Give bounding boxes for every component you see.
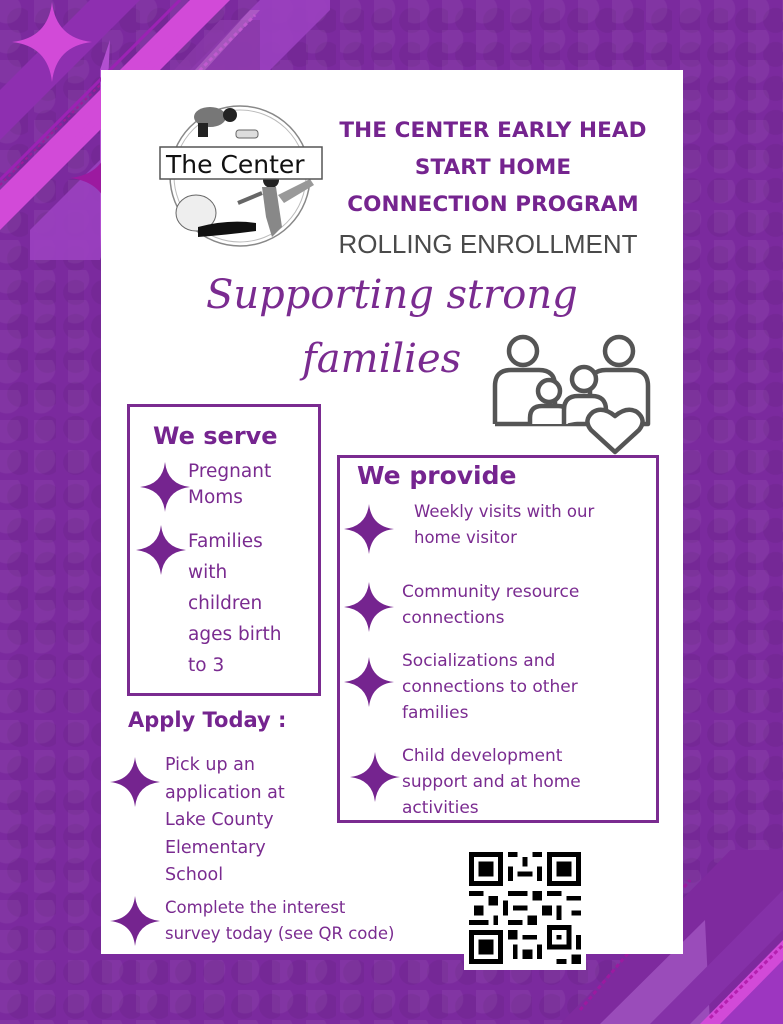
sparkle-bullet-icon [136,525,186,575]
item-line: home visitor [414,528,517,547]
item-line: Moms [188,487,243,508]
sparkle-bullet-icon [140,462,190,512]
item-line: application at [165,782,285,803]
sparkle-icon [12,2,92,82]
qr-code-icon [464,846,586,970]
item-line: activities [402,798,479,818]
title-line: CONNECTION PROGRAM [347,192,639,217]
title-line: THE CENTER EARLY HEAD [339,118,647,143]
item-line: families [402,703,469,723]
item-line: School [165,865,224,885]
we-provide-heading: We provide [357,461,517,490]
item-line: connections [402,608,505,628]
logo-text: The Center [166,150,305,179]
we-serve-item [188,459,271,511]
we-serve-heading: We serve [153,422,278,450]
sparkle-bullet-icon [344,657,394,707]
sparkle-bullet-icon [344,582,394,632]
item-line: with [188,562,228,583]
item-line: Pick up an [165,755,255,775]
item-line: connections to other [402,677,578,697]
we-serve-item [188,526,281,681]
rolling-enrollment-subtitle: ROLLING ENROLLMENT [338,229,638,259]
item-line: Complete the interest [165,898,346,917]
item-line: to 3 [188,655,225,676]
item-line: Weekly visits with our [414,502,595,521]
qr-code[interactable] [464,846,586,970]
children-playing-logo [158,103,324,249]
we-provide-item [402,743,581,821]
tagline-line1: Supporting strong [206,272,578,318]
tagline-line2: families [302,336,462,382]
item-line: ages birth [188,624,282,645]
item-line: Pregnant [188,461,272,482]
sparkle-bullet-icon [344,504,394,554]
item-line: support and at home [402,772,581,792]
we-provide-item [402,579,579,631]
item-line: Child development [402,746,563,766]
item-line: Elementary [165,837,266,858]
item-line: Families [188,531,263,552]
family-heart-icon [492,334,654,456]
item-line: Socializations and [402,651,556,671]
item-line: Lake County [165,810,274,830]
item-line: children [188,593,263,614]
title-line: START HOME [414,155,572,180]
sparkle-bullet-icon [110,757,160,807]
sparkle-bullet-icon [350,752,400,802]
program-title [318,112,668,223]
item-line: Community resource [402,582,580,602]
sparkle-bullet-icon [110,896,160,946]
apply-item [165,752,285,890]
we-provide-item [414,499,594,551]
apply-item [165,895,394,947]
apply-today-heading: Apply Today : [128,708,287,732]
we-provide-item [402,648,578,726]
item-line: survey today (see QR code) [165,924,395,943]
